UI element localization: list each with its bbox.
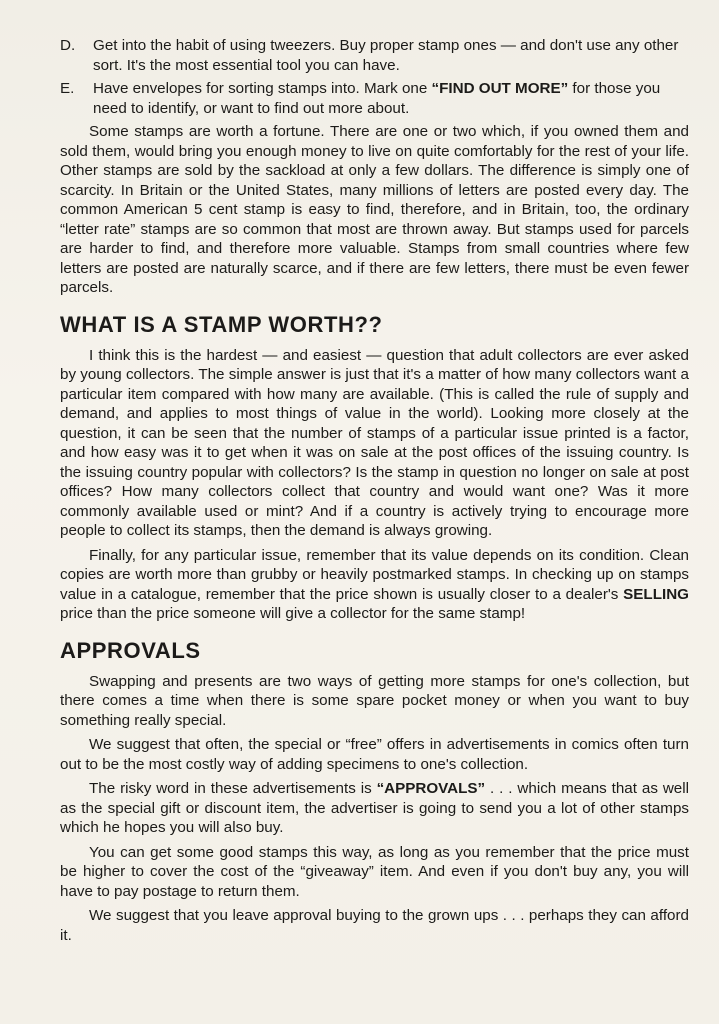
- approvals-paragraph-2: We suggest that often, the special or “free” offers in advertisements in comics often turn out to be the most costly way of adding specimens to one's collection.: [60, 736, 689, 773]
- intro-paragraph: Some stamps are worth a fortune. There are one or two which, if you owned them and sold them, would bring you enough money to live on quite comfortably for the rest of your life. Other stamps are sold by the sackload at only a few dollars. The difference is simply one of scarcity. In Britain or the United States, many millions of letters are posted every day. The common American 5 cent stamp is easy to find, therefore, and in Britain, too, the ordinary “letter rate” stamps are so common that most are thrown away. But stamps used for parcels are harder to find, and therefore more valuable. Stamps from small countries where few letters are posted are naturally scarce, and if there are few letters, there must be even fewer parcels.: [60, 123, 689, 296]
- list-letter: D.: [60, 37, 76, 54]
- paragraph-text-continued: price than the price someone will give a collector for the same stamp!: [60, 605, 526, 622]
- find-out-more-emphasis: “FIND OUT MORE”: [431, 80, 569, 97]
- list-item-e: [60, 79, 689, 118]
- paragraph-text-continued: . . . which means that as well as the special gift or discount item, the advertiser is going to send you a lot of other stamps which he hopes you will also buy.: [60, 780, 689, 836]
- paragraph-text: The risky word in these advertisements is: [89, 780, 377, 797]
- list-letter: E.: [60, 80, 75, 97]
- section-heading-approvals: APPROVALS: [60, 637, 201, 663]
- approvals-paragraph-5: We suggest that you leave approval buying to the grown ups . . . perhaps they can afford it.: [60, 907, 689, 944]
- list-item-d: [60, 36, 689, 75]
- section-heading-stamp-worth: WHAT IS A STAMP WORTH??: [60, 311, 383, 337]
- selling-emphasis: SELLING: [623, 585, 689, 603]
- list-item-text: Get into the habit of using tweezers. Buy proper stamp ones — and don't use any other sort. It's the most essential tool you can have.: [93, 37, 679, 74]
- approvals-paragraph-4: You can get some good stamps this way, as long as you remember that the price must be higher to cover the cost of the “giveaway” item. And even if you don't buy any, you will have to pay postage to return them.: [60, 843, 689, 900]
- stamp-worth-paragraph-2: [60, 546, 689, 624]
- paragraph-text: Finally, for any particular issue, remember that its value depends on its condition. Clean copies are worth more than grubby or heavily postmarked stamps. In checking up on stamps value in a catalogue, remember that the price shown is usually closer to a dealer's: [60, 546, 689, 603]
- approvals-emphasis: “APPROVALS”: [376, 780, 486, 797]
- approvals-paragraph-1: Swapping and presents are two ways of getting more stamps for one's collection, but there comes a time when there is some spare pocket money or when you want to buy something really special.: [60, 672, 689, 729]
- approvals-paragraph-3: [60, 779, 689, 838]
- stamp-worth-paragraph-1: I think this is the hardest — and easiest — question that adult collectors are ever asked by young collectors. The simple answer is just that it's a matter of how many collectors want a particular item compared with how many are available. (This is called the rule of supply and demand, and applies to most things of value in the world). Looking more closely at the question, it can be seen that the number of stamps of a particular issue printed is a factor, and how easy was it to get when it was on sale at the post offices of the issuing country. Is the issuing country popular with collectors? Is the stamp in question no longer on sale at post offices? How many collectors collect that country and would want one? Was it more commonly available used or mint? And if a country is actively trying to encourage more people to collect its stamps, then the demand is always growing.: [60, 346, 689, 539]
- list-item-text-continued: for those you need to identify, or want to find out more about.: [93, 80, 661, 117]
- list-item-text: Have envelopes for sorting stamps into. Mark one: [93, 80, 432, 97]
